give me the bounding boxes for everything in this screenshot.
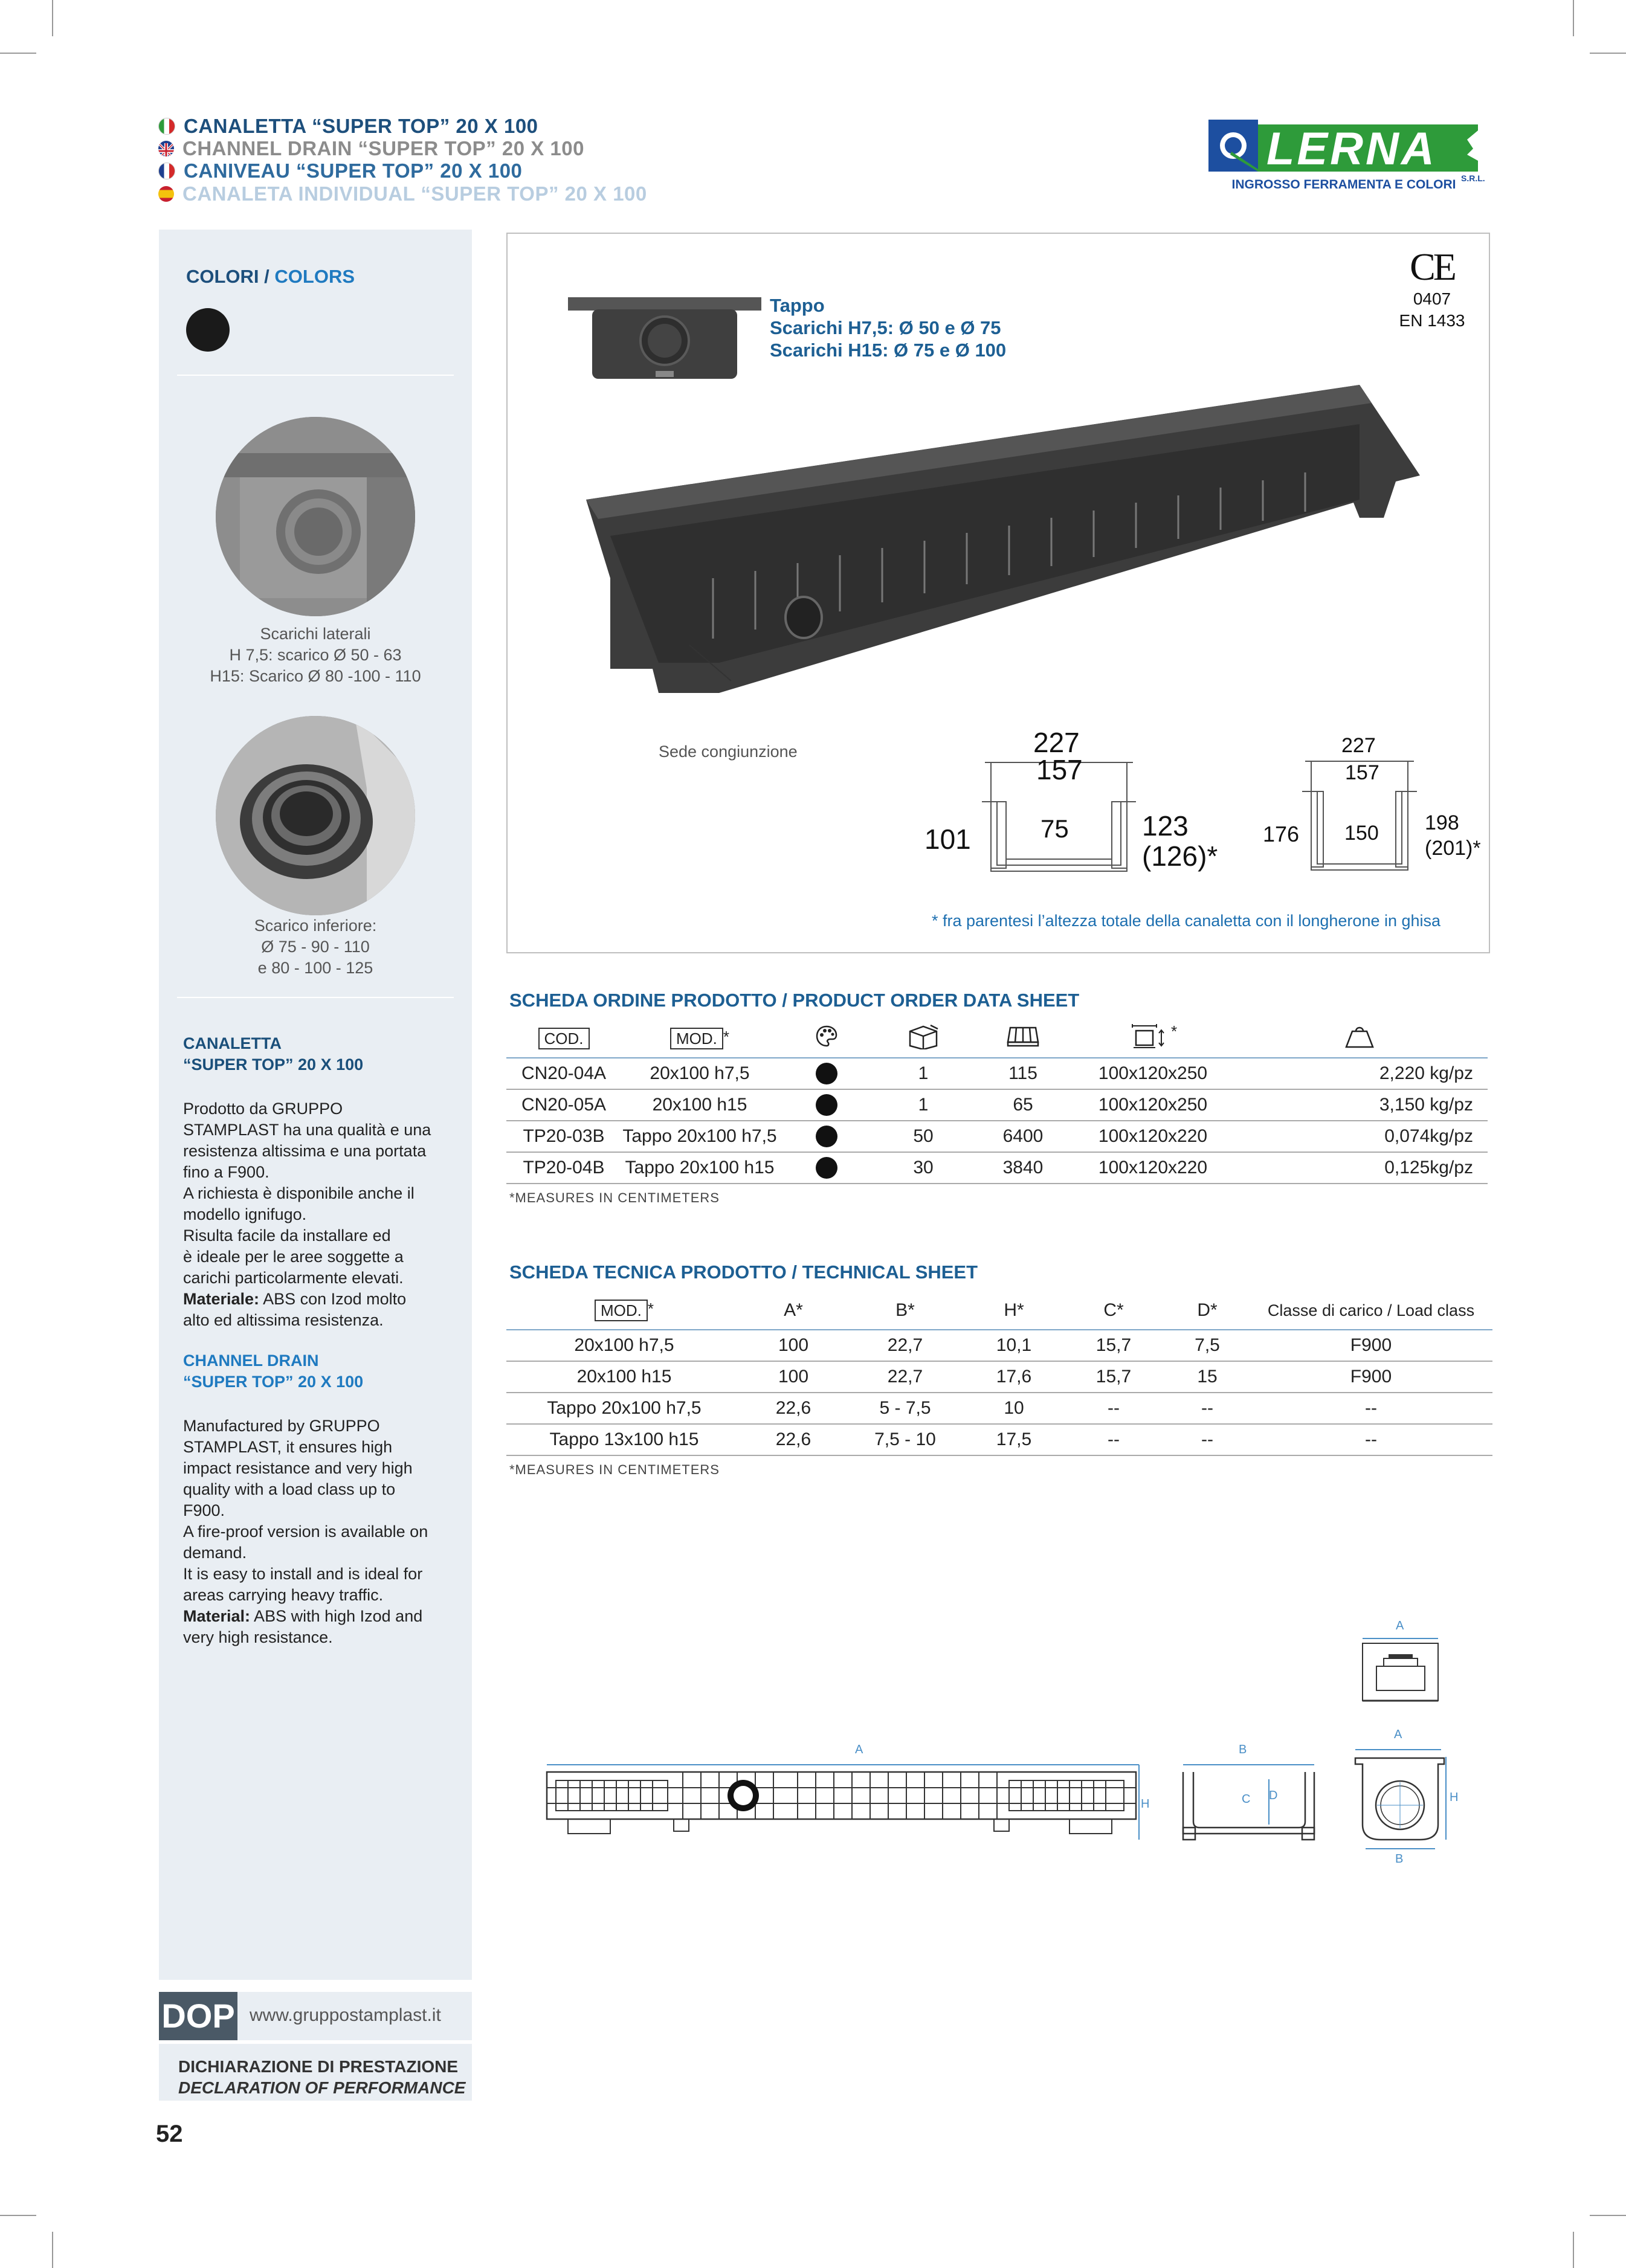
cell-weight: 0,125kg/pz [1231, 1152, 1488, 1184]
en-line: It is easy to install and is ideal for [183, 1565, 423, 1583]
crop-mark [0, 2215, 36, 2216]
order-header-weight [1231, 1020, 1488, 1058]
tappo-line: Scarichi H7,5: Ø 50 e Ø 75 [770, 317, 1001, 338]
mod-label: MOD. [595, 1300, 648, 1321]
side-outlet-photo [216, 417, 415, 616]
mod-label: MOD. [670, 1028, 723, 1049]
cell-mod: 20x100 h15 [621, 1089, 778, 1121]
order-header-dims [1074, 1020, 1231, 1058]
weight-icon [1344, 1023, 1375, 1049]
dop-title-it: DICHIARAZIONE DI PRESTAZIONE [178, 2057, 459, 2076]
cod-label: COD. [538, 1028, 590, 1049]
logo-tagline: INGROSSO FERRAMENTA E COLORI [1231, 178, 1456, 192]
section-diagram-a [924, 726, 1245, 883]
en-line: demand. [183, 1544, 247, 1562]
table-row [506, 1058, 1488, 1089]
svg-text:LERNA: LERNA [1266, 123, 1437, 175]
cell-dims: 100x120x250 [1074, 1058, 1231, 1089]
en-line: areas carrying heavy traffic. [183, 1586, 384, 1604]
cell-qty: 1 [875, 1058, 972, 1089]
tech-header-c: C* [1062, 1292, 1165, 1330]
tech-sheet-title: SCHEDA TECNICA PRODOTTO / TECHNICAL SHEET [509, 1261, 978, 1283]
dim-a-right2: (126)* [1142, 840, 1218, 872]
color-dot [816, 1126, 837, 1147]
it-line: resistenza altissima e una portata [183, 1142, 427, 1160]
cell-dims: 100x120x220 [1074, 1152, 1231, 1184]
separator [177, 375, 454, 376]
dim-a-inner: 75 [1040, 814, 1069, 843]
title-it [158, 115, 538, 138]
dop-badge: DOP [159, 1992, 237, 2040]
cell: F900 [1250, 1361, 1492, 1393]
cell-pallet: 3840 [972, 1152, 1074, 1184]
cell: 22,6 [742, 1424, 845, 1455]
bottom-outlet-caption [159, 915, 472, 979]
cell: -- [1062, 1393, 1165, 1424]
title-fr [158, 159, 522, 182]
order-note: *MEASURES IN CENTIMETERS [509, 1190, 720, 1205]
cell: Tappo 13x100 h15 [506, 1424, 742, 1455]
height-footnote: * fra parentesi l’altezza totale della canaletta con il longherone in ghisa [932, 912, 1441, 930]
crop-mark [0, 53, 36, 54]
colors-slash: / [259, 266, 275, 287]
drawing-label-a: A [1396, 1619, 1404, 1632]
en-material-text: ABS with high Izod and [250, 1607, 423, 1625]
order-header-qty [875, 1020, 972, 1058]
color-swatch-black [186, 308, 230, 352]
cell-pallet: 65 [972, 1089, 1074, 1121]
side-view-drawing [544, 1743, 1154, 1846]
logo-name [1207, 118, 1209, 119]
title-es-text: CANALETA INDIVIDUAL “SUPER TOP” 20 X 100 [182, 182, 647, 205]
tappo-title: Tappo [770, 295, 825, 316]
cell-mod: Tappo 20x100 h7,5 [621, 1121, 778, 1152]
cell-cod: TP20-04B [506, 1152, 621, 1184]
ce-mark-icon: CE [1410, 245, 1454, 288]
tappo-line: Scarichi H15: Ø 75 e Ø 100 [770, 340, 1007, 361]
title-es [158, 182, 647, 205]
drawing-label-d: D [1269, 1789, 1278, 1802]
caption-line: Scarichi laterali [260, 625, 371, 643]
it-line: fino a F900. [183, 1163, 269, 1181]
it-line: modello ignifugo. [183, 1205, 307, 1223]
cell: 22,7 [845, 1330, 966, 1361]
cross-section-drawing [1178, 1743, 1323, 1846]
cell: 100 [742, 1330, 845, 1361]
product-box [506, 233, 1490, 953]
cell: -- [1165, 1424, 1250, 1455]
dim-b-top2: 157 [1345, 761, 1379, 784]
it-line: Risulta facile da installare ed [183, 1226, 391, 1245]
cell: -- [1062, 1424, 1165, 1455]
dim-a-right1: 123 [1142, 810, 1189, 842]
cell: -- [1250, 1393, 1492, 1424]
dimensions-icon [1129, 1022, 1171, 1050]
svg-text:S.R.L.: S.R.L. [1461, 173, 1485, 183]
tappo-front-drawing [1344, 1728, 1462, 1867]
it-material [183, 1289, 449, 1310]
sidebar [159, 230, 472, 1980]
it-material-label: Materiale: [183, 1290, 260, 1308]
ce-norm: EN 1433 [1399, 311, 1465, 330]
title-en [158, 137, 584, 160]
ce-mark [1396, 246, 1468, 332]
tech-header-class: Classe di carico / Load class [1250, 1292, 1492, 1330]
crop-mark [52, 2232, 53, 2268]
cell-color [778, 1121, 875, 1152]
tech-table [506, 1292, 1492, 1456]
cell: 17,5 [966, 1424, 1062, 1455]
en-line: very high resistance. [183, 1628, 333, 1646]
tappo-image [568, 297, 761, 382]
en-line: Manufactured by GRUPPO [183, 1417, 380, 1435]
dop-url-link[interactable]: www.gruppostamplast.it [250, 2005, 441, 2025]
flag-italy-icon [158, 118, 175, 135]
it-line: alto ed altissima resistenza. [183, 1311, 384, 1329]
pallet-icon [1005, 1024, 1040, 1048]
flag-uk-icon [158, 141, 174, 156]
box-icon [906, 1023, 940, 1049]
table-row [506, 1152, 1488, 1184]
order-header-pallet [972, 1020, 1074, 1058]
flag-france-icon [158, 163, 175, 179]
caption-line: e 80 - 100 - 125 [257, 959, 373, 977]
cell: 7,5 [1165, 1330, 1250, 1361]
en-line: STAMPLAST, it ensures high [183, 1438, 393, 1456]
cell: 20x100 h7,5 [506, 1330, 742, 1361]
cell: 7,5 - 10 [845, 1424, 966, 1455]
cell: 15,7 [1062, 1330, 1165, 1361]
tech-header-a: A* [742, 1292, 845, 1330]
dop-separator [159, 2040, 472, 2044]
drawing-label-a: A [855, 1743, 863, 1756]
dim-b-inner: 150 [1344, 822, 1379, 845]
cell-weight: 2,220 kg/pz [1231, 1058, 1488, 1089]
dop-block [159, 1992, 472, 2101]
drawing-label-c: C [1242, 1793, 1251, 1806]
dim-b-right2: (201)* [1425, 837, 1481, 860]
cell-mod: 20x100 h7,5 [621, 1058, 778, 1089]
table-row [506, 1121, 1488, 1152]
tech-header-b: B* [845, 1292, 966, 1330]
en-title-line: CHANNEL DRAIN [183, 1351, 319, 1370]
colors-label-it: COLORI [186, 266, 259, 287]
color-dot [816, 1063, 837, 1084]
cell-qty: 1 [875, 1089, 972, 1121]
it-title [183, 1033, 449, 1075]
separator [177, 997, 454, 998]
cell-weight: 3,150 kg/pz [1231, 1089, 1488, 1121]
table-row [506, 1089, 1488, 1121]
order-table [506, 1020, 1488, 1184]
dims-star: * [1170, 1022, 1178, 1040]
cell-weight: 0,074kg/pz [1231, 1121, 1488, 1152]
cell-cod: TP20-03B [506, 1121, 621, 1152]
drawing-label-h: H [1141, 1797, 1150, 1811]
caption-line: Scarico inferiore: [254, 917, 377, 935]
en-line: quality with a load class up to [183, 1480, 396, 1498]
title-it-text: CANALETTA “SUPER TOP” 20 X 100 [184, 115, 538, 137]
cell: 10 [966, 1393, 1062, 1424]
cell-qty: 30 [875, 1152, 972, 1184]
mod-star: * [723, 1028, 729, 1046]
crop-mark [1590, 2215, 1626, 2216]
it-line: STAMPLAST ha una qualità e una [183, 1121, 431, 1139]
drawing-label-h: H [1450, 1791, 1459, 1804]
cell: 100 [742, 1361, 845, 1393]
cell-pallet: 115 [972, 1058, 1074, 1089]
table-row [506, 1393, 1492, 1424]
en-description [183, 1416, 449, 1648]
tech-header-mod [506, 1292, 742, 1330]
crop-mark [1573, 2232, 1574, 2268]
dim-a-top1: 227 [1033, 727, 1080, 758]
cell-color [778, 1152, 875, 1184]
drawing-label-a: A [1394, 1728, 1402, 1741]
tech-header-h: H* [966, 1292, 1062, 1330]
table-row [506, 1330, 1492, 1361]
it-description [183, 1098, 449, 1331]
en-line: F900. [183, 1501, 225, 1519]
order-sheet-title: SCHEDA ORDINE PRODOTTO / PRODUCT ORDER DATA SHEET [509, 990, 1080, 1011]
cell-cod: CN20-04A [506, 1058, 621, 1089]
color-dot [816, 1094, 837, 1116]
cell-dims: 100x120x250 [1074, 1089, 1231, 1121]
order-header-color [778, 1020, 875, 1058]
tappo-text [770, 294, 1006, 361]
mod-star: * [647, 1300, 654, 1318]
crop-mark [1573, 0, 1574, 36]
colors-heading [186, 266, 355, 288]
it-line: carichi particolarmente elevati. [183, 1269, 404, 1287]
dim-b-right1: 198 [1425, 811, 1459, 834]
cell: Tappo 20x100 h7,5 [506, 1393, 742, 1424]
section-diagram-b [1239, 734, 1486, 891]
dim-b-left: 176 [1263, 822, 1300, 846]
sede-label: Sede congiunzione [659, 743, 798, 761]
cell-dims: 100x120x220 [1074, 1121, 1231, 1152]
cell: 22,6 [742, 1393, 845, 1424]
bottom-outlet-photo [216, 716, 415, 915]
en-line: A fire-proof version is available on [183, 1522, 428, 1541]
caption-line: Ø 75 - 90 - 110 [261, 938, 370, 956]
it-line: A richiesta è disponibile anche il [183, 1184, 415, 1202]
table-row [506, 1424, 1492, 1455]
cell-cod: CN20-05A [506, 1089, 621, 1121]
ce-code: 0407 [1413, 289, 1451, 308]
it-title-line: CANALETTA [183, 1034, 282, 1052]
tech-header-row [506, 1292, 1492, 1330]
dop-title-en: DECLARATION OF PERFORMANCE [178, 2078, 466, 2097]
title-fr-text: CANIVEAU “SUPER TOP” 20 X 100 [184, 159, 523, 182]
palette-icon [815, 1024, 839, 1048]
color-dot [816, 1157, 837, 1179]
tech-header-d: D* [1165, 1292, 1250, 1330]
order-header-row [506, 1020, 1488, 1058]
cell: 15 [1165, 1361, 1250, 1393]
cell-color [778, 1058, 875, 1089]
table-row [506, 1361, 1492, 1393]
cell-qty: 50 [875, 1121, 972, 1152]
crop-mark [52, 0, 53, 36]
tech-note: *MEASURES IN CENTIMETERS [509, 1462, 720, 1477]
tappo-top-drawing [1360, 1619, 1444, 1722]
cell: 20x100 h15 [506, 1361, 742, 1393]
title-en-text: CHANNEL DRAIN “SUPER TOP” 20 X 100 [182, 137, 584, 159]
en-title-line: “SUPER TOP” 20 X 100 [183, 1373, 364, 1391]
it-title-line: “SUPER TOP” 20 X 100 [183, 1055, 364, 1074]
colors-label-en: COLORS [274, 266, 355, 287]
order-header-mod [621, 1020, 778, 1058]
side-outlet-caption [159, 623, 472, 687]
cell-mod: Tappo 20x100 h15 [621, 1152, 778, 1184]
en-material-label: Material: [183, 1607, 251, 1625]
it-line: Prodotto da GRUPPO [183, 1100, 343, 1118]
en-title [183, 1350, 449, 1393]
cell: 10,1 [966, 1330, 1062, 1361]
dim-b-top1: 227 [1341, 734, 1376, 757]
cell-color [778, 1089, 875, 1121]
drawing-label-b: B [1395, 1852, 1404, 1866]
cell: -- [1165, 1393, 1250, 1424]
order-header-cod [506, 1020, 621, 1058]
crop-mark [1590, 53, 1626, 54]
lerna-logo [1207, 118, 1491, 197]
flag-spain-icon [158, 186, 174, 202]
en-line: impact resistance and very high [183, 1459, 413, 1477]
channel-drain-image [574, 379, 1462, 717]
cell-pallet: 6400 [972, 1121, 1074, 1152]
cell: -- [1250, 1424, 1492, 1455]
cell: 22,7 [845, 1361, 966, 1393]
cell: F900 [1250, 1330, 1492, 1361]
caption-line: H15: Scarico Ø 80 -100 - 110 [210, 667, 421, 685]
it-line: è ideale per le aree soggette a [183, 1248, 404, 1266]
en-material [183, 1606, 449, 1627]
cell: 15,7 [1062, 1361, 1165, 1393]
cell: 17,6 [966, 1361, 1062, 1393]
it-material-text: ABS con Izod molto [259, 1290, 407, 1308]
caption-line: H 7,5: scarico Ø 50 - 63 [229, 646, 402, 664]
page-number: 52 [156, 2121, 183, 2147]
dim-a-left: 101 [924, 823, 971, 855]
dim-a-top2: 157 [1036, 754, 1083, 785]
drawing-label-b: B [1239, 1743, 1247, 1756]
cell: 5 - 7,5 [845, 1393, 966, 1424]
